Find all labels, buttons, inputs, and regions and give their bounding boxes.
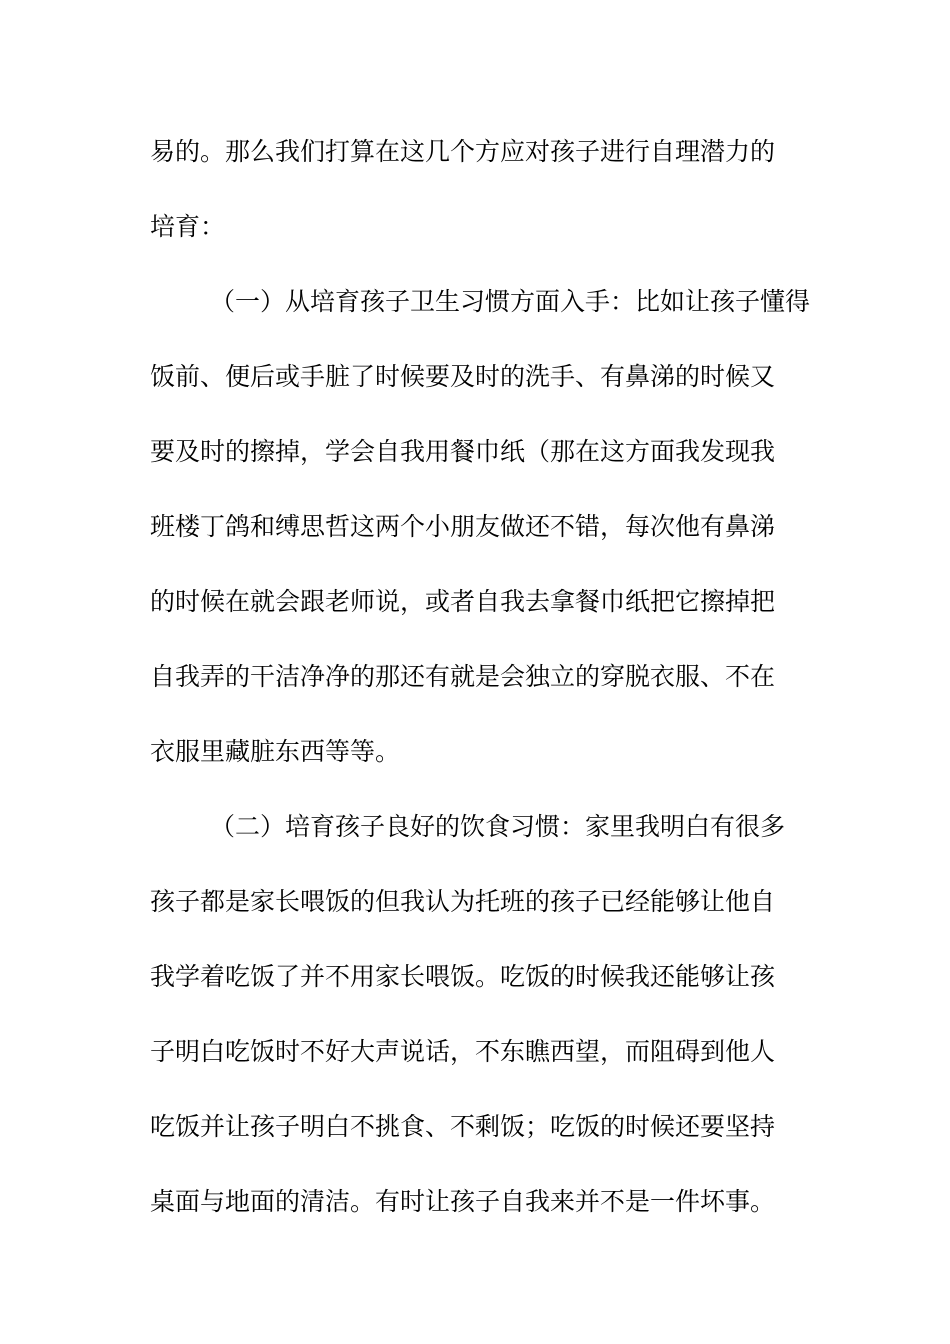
text-line: 要及时的擦掉，学会自我用餐巾纸（那在这方面我发现我 [150, 437, 776, 466]
text-line: 桌面与地面的清洁。有时让孩子自我来并不是一件坏事。 [150, 1187, 776, 1216]
text-line: 子明白吃饭时不好大声说话，不东瞧西望，而阻碍到他人 [150, 1037, 776, 1066]
paragraph-1-first-line: （一）从培育孩子卫生习惯方面入手：比如让孩子懂得 [210, 287, 811, 316]
text-line: 自我弄的干洁净净的那还有就是会独立的穿脱衣服、不在 [150, 662, 776, 691]
text-line: 吃饭并让孩子明白不挑食、不剩饭；吃饭的时候还要坚持 [150, 1112, 776, 1141]
text-line: 饭前、便后或手脏了时候要及时的洗手、有鼻涕的时候又 [150, 362, 776, 391]
text-line: 班楼丁鸽和缚思哲这两个小朋友做还不错，每次他有鼻涕 [150, 512, 776, 541]
text-line: 培育： [150, 212, 226, 241]
text-line: 的时候在就会跟老师说，或者自我去拿餐巾纸把它擦掉把 [150, 587, 776, 616]
paragraph-2-first-line: （二）培育孩子良好的饮食习惯：家里我明白有很多 [210, 812, 786, 841]
text-line: 易的。那么我们打算在这几个方应对孩子进行自理潜力的 [150, 137, 776, 166]
text-line: 我学着吃饭了并不用家长喂饭。吃饭的时候我还能够让孩 [150, 962, 776, 991]
text-line: 孩子都是家长喂饭的但我认为托班的孩子已经能够让他自 [150, 887, 776, 916]
text-line: 衣服里藏脏东西等等。 [150, 737, 401, 766]
